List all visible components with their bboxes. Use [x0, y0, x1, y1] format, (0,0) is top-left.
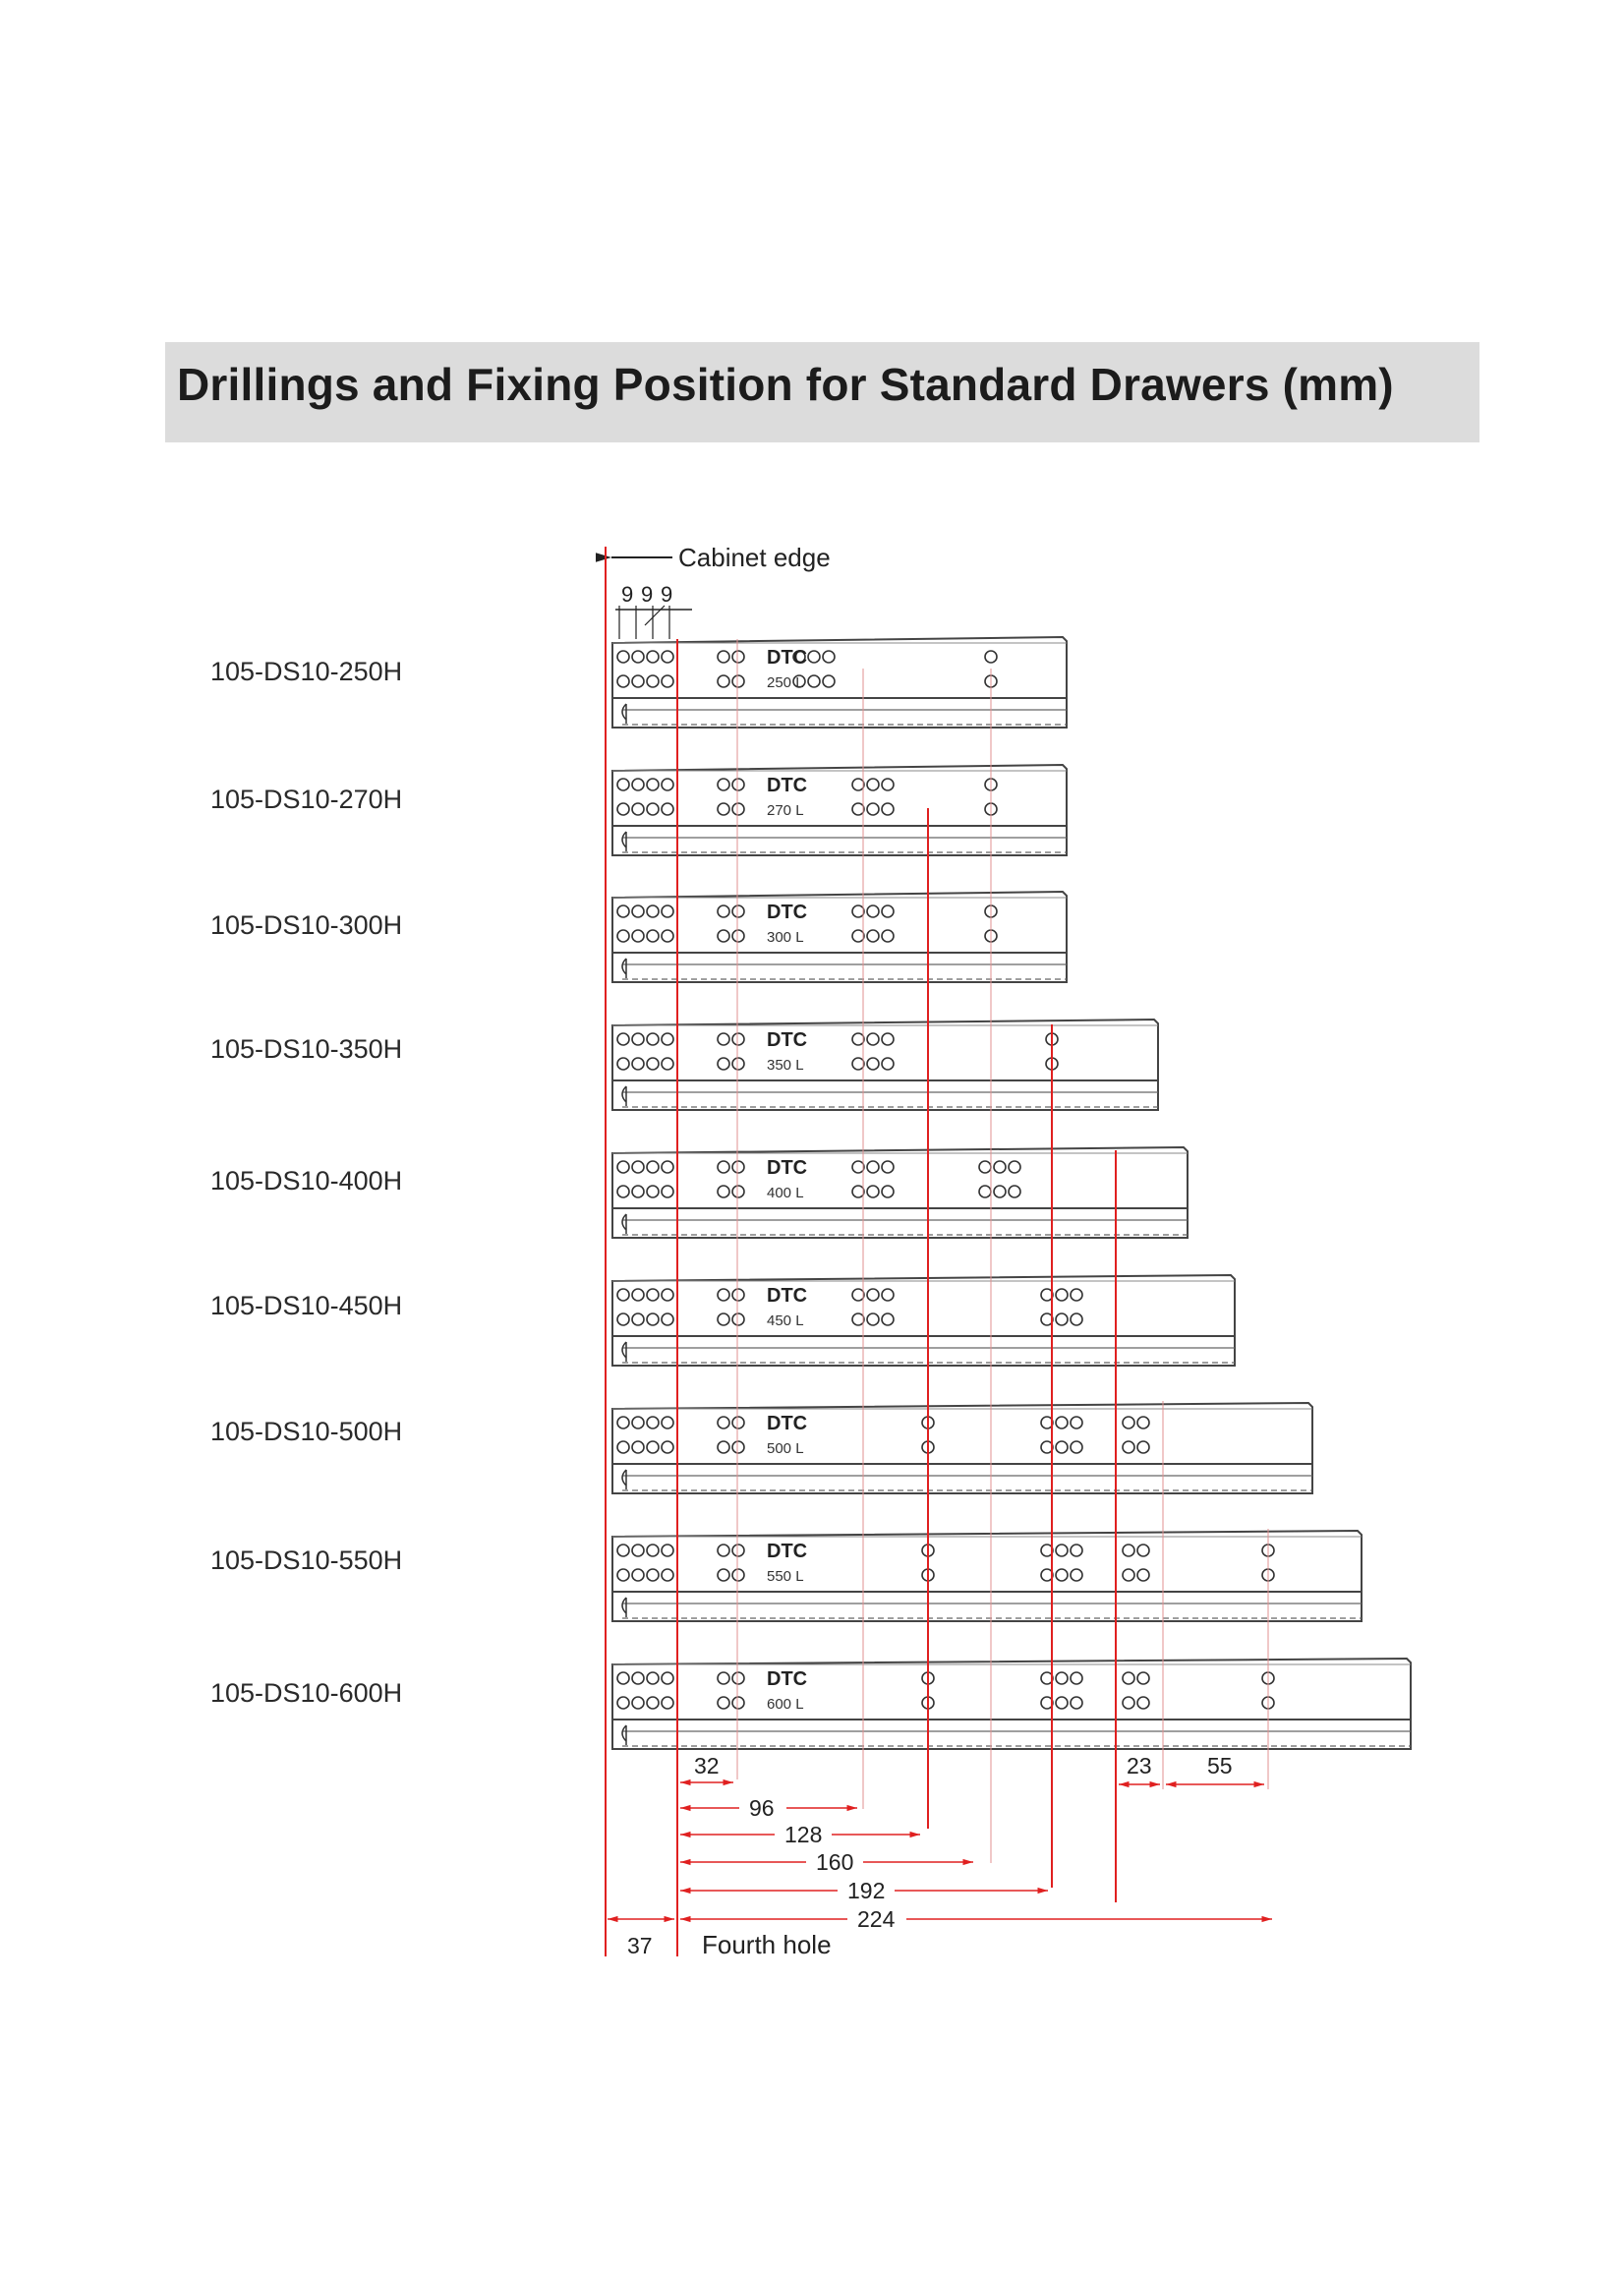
brand-label: DTC — [767, 1285, 808, 1307]
svg-text:32: 32 — [694, 1753, 720, 1778]
model-label-400: 105-DS10-400H — [210, 1166, 403, 1195]
dim-192 — [680, 1878, 1048, 1903]
svg-text:37: 37 — [627, 1933, 653, 1958]
dim-23 — [1119, 1753, 1160, 1784]
length-label: 270 L — [767, 802, 804, 819]
dimensions — [608, 1753, 1272, 1959]
model-label-500: 105-DS10-500H — [210, 1417, 403, 1446]
brand-label: DTC — [767, 1157, 808, 1179]
dim-37 — [608, 1919, 674, 1958]
svg-text:224: 224 — [857, 1906, 896, 1932]
svg-text:9: 9 — [661, 582, 673, 607]
svg-text:160: 160 — [816, 1849, 854, 1875]
brand-label: DTC — [767, 902, 808, 923]
svg-text:192: 192 — [847, 1878, 886, 1903]
dim-55 — [1166, 1753, 1264, 1784]
dim-96 — [680, 1795, 857, 1821]
dim-128 — [680, 1822, 920, 1847]
model-label-550: 105-DS10-550H — [210, 1545, 403, 1575]
svg-text:23: 23 — [1127, 1753, 1152, 1778]
length-label: 250 L — [767, 674, 804, 691]
dim-32 — [680, 1753, 733, 1782]
model-label-350: 105-DS10-350H — [210, 1034, 403, 1064]
length-label: 550 L — [767, 1568, 804, 1585]
slide-rail — [612, 1147, 1188, 1238]
brand-label: DTC — [767, 1029, 808, 1051]
slide-rail — [612, 765, 1067, 855]
slide-rail — [612, 1531, 1362, 1621]
fourth-hole-label: Fourth hole — [702, 1930, 832, 1959]
brand-label: DTC — [767, 1541, 808, 1562]
brand-label: DTC — [767, 775, 808, 796]
model-label-250: 105-DS10-250H — [210, 657, 403, 686]
slide-rail — [612, 1275, 1235, 1366]
slide-rail — [612, 1020, 1158, 1110]
model-label-450: 105-DS10-450H — [210, 1291, 403, 1320]
svg-text:96: 96 — [749, 1795, 775, 1821]
cabinet-edge-label: Cabinet edge — [678, 543, 831, 572]
model-label-600: 105-DS10-600H — [210, 1678, 403, 1708]
length-label: 500 L — [767, 1440, 804, 1457]
length-label: 450 L — [767, 1312, 804, 1329]
slide-rail — [612, 637, 1067, 728]
slide-rail — [612, 1403, 1312, 1493]
brand-label: DTC — [767, 1668, 808, 1690]
slide-rail — [612, 892, 1067, 982]
svg-text:55: 55 — [1207, 1753, 1233, 1778]
model-label-270: 105-DS10-270H — [210, 785, 403, 814]
length-label: 600 L — [767, 1696, 804, 1713]
spacing-9-9-9 — [615, 582, 692, 639]
length-label: 400 L — [767, 1185, 804, 1201]
svg-text:9: 9 — [621, 582, 634, 607]
model-label-300: 105-DS10-300H — [210, 910, 403, 940]
page-title: Drillings and Fixing Position for Standard Drawers (mm) — [177, 359, 1394, 410]
svg-text:9: 9 — [641, 582, 654, 607]
dim-160 — [680, 1849, 973, 1875]
slide-rail — [612, 1659, 1411, 1749]
length-label: 300 L — [767, 929, 804, 946]
brand-label: DTC — [767, 1413, 808, 1434]
svg-text:128: 128 — [784, 1822, 823, 1847]
brand-label: DTC — [767, 647, 808, 669]
cabinet-edge-marker — [611, 543, 831, 572]
dim-224 — [680, 1906, 1272, 1932]
slide-rails — [612, 637, 1411, 1749]
length-label: 350 L — [767, 1057, 804, 1074]
